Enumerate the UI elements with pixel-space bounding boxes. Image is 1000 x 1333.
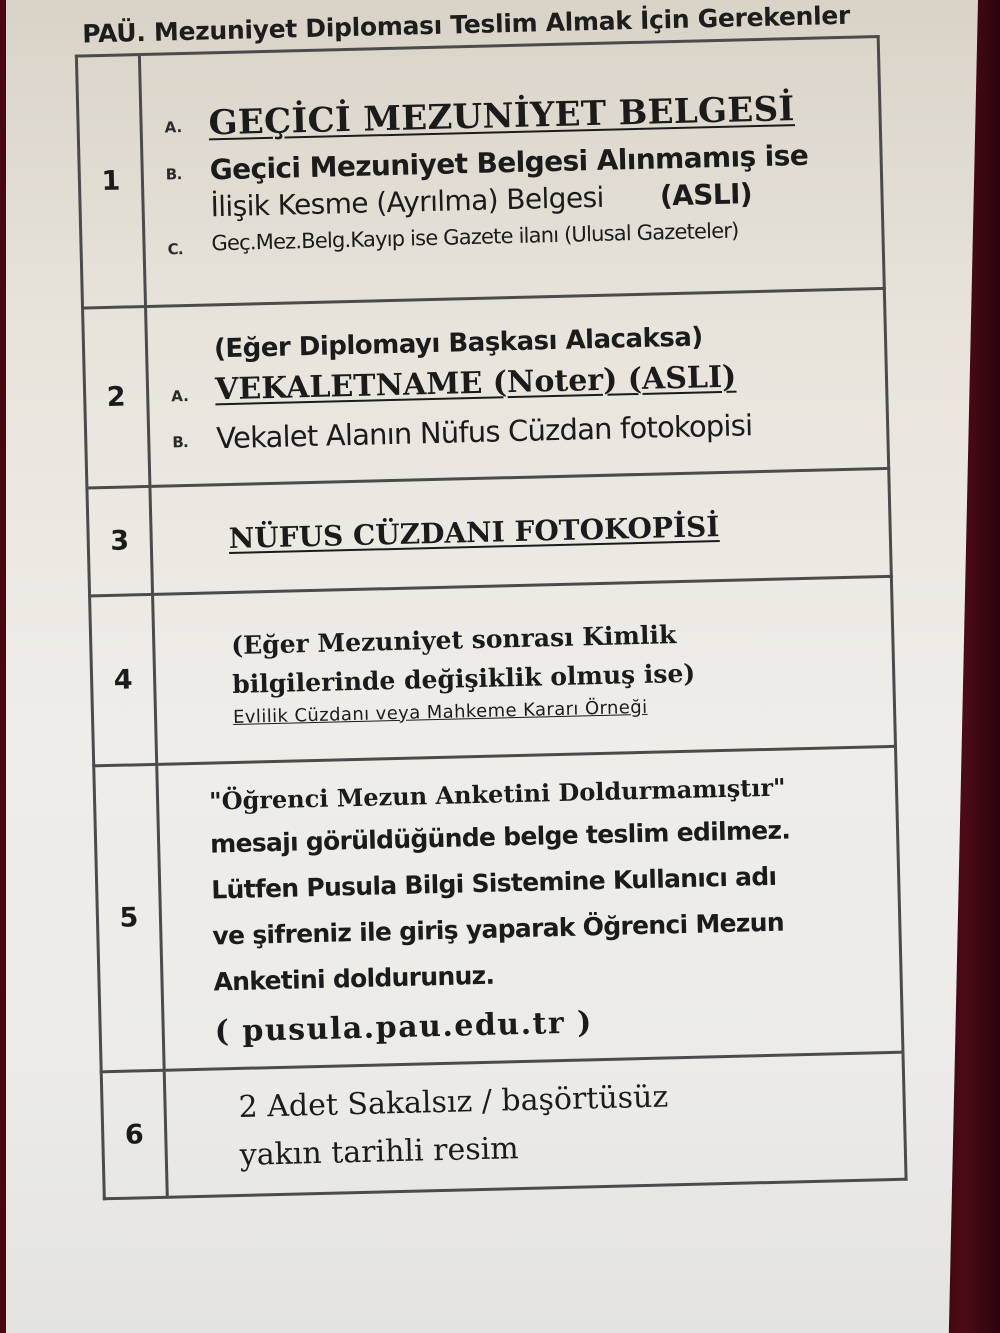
item-text: VEKALETNAME (Noter) (ASLI) <box>214 359 737 408</box>
condition-line: bilgilerinde değişiklik olmuş ise) <box>231 658 696 699</box>
row-number: 1 <box>76 55 145 308</box>
item-letter: A. <box>171 386 190 406</box>
row-content <box>150 468 891 594</box>
item-letter: A. <box>164 117 183 136</box>
text-line: 2 Adet Sakalsız / başörtüsüz <box>238 1079 669 1125</box>
row-content <box>157 746 903 1070</box>
table-row <box>101 1052 906 1199</box>
row-number: 5 <box>94 764 164 1071</box>
row-number: 3 <box>87 486 153 596</box>
item-text: Vekalet Alanın Nüfus Cüzdan fotokopisi <box>215 408 753 456</box>
row-content <box>146 288 889 486</box>
item-letter: B. <box>165 164 182 183</box>
text-line: Anketini doldurunuz. <box>213 961 495 997</box>
list-item <box>172 405 871 456</box>
row-content <box>164 1052 906 1197</box>
table-row <box>87 468 891 596</box>
item-text: Geç.Mez.Belg.Kayıp ise Gazete ilanı (Ulusal Gazeteler) <box>211 217 739 255</box>
condition-text: (Eğer Diplomayı Başkası Alacaksa) <box>213 322 704 365</box>
row-number: 2 <box>83 306 150 487</box>
document-title: PAÜ. Mezuniyet Diploması Teslim Almak İçin Gerekenler <box>81 0 851 49</box>
list-item <box>164 87 863 144</box>
item-letter: C. <box>167 239 183 258</box>
table-row <box>76 37 884 309</box>
item-text: İlişik Kesme (Ayrılma) Belgesi <box>210 180 605 223</box>
table-row <box>94 746 903 1072</box>
condition-line: (Eğer Mezuniyet sonrası Kimlik <box>230 620 677 661</box>
row-number: 4 <box>90 594 157 765</box>
text-line: yakın tarihli resim <box>239 1131 520 1173</box>
requirements-table <box>75 35 908 1200</box>
text-line: mesajı görüldüğünde belge teslim edilmez. <box>209 815 791 859</box>
quoted-message: "Öğrenci Mezun Anketini Doldurmamıştır" <box>208 772 786 816</box>
list-item <box>171 356 870 408</box>
table-row <box>90 576 896 766</box>
document <box>60 0 909 1201</box>
item-text: Geçici Mezuniyet Belgesi Alınmamış ise <box>209 138 809 186</box>
underlined-text: Evlilik Cüzdanı veya Mahkeme Kararı Örneği <box>232 696 648 728</box>
row-content <box>139 37 884 307</box>
item-letter: B. <box>172 433 189 452</box>
row-text: NÜFUS CÜZDANI FOTOKOPİSİ <box>228 510 720 556</box>
item-text: GEÇİCİ MEZUNİYET BELGESİ <box>208 88 796 143</box>
table-row <box>83 288 889 488</box>
asli-label: (ASLI) <box>659 176 753 212</box>
row-text-wrap <box>174 506 873 556</box>
row-number: 6 <box>101 1070 167 1199</box>
row-content <box>153 576 896 764</box>
text-line: ve şifreniz ile giriş yaparak Öğrenci Mezun <box>212 907 785 951</box>
text-line: Lütfen Pusula Bilgi Sistemine Kullanıcı adı <box>210 861 777 905</box>
website-url: ( pusula.pau.edu.tr ) <box>214 1004 594 1050</box>
